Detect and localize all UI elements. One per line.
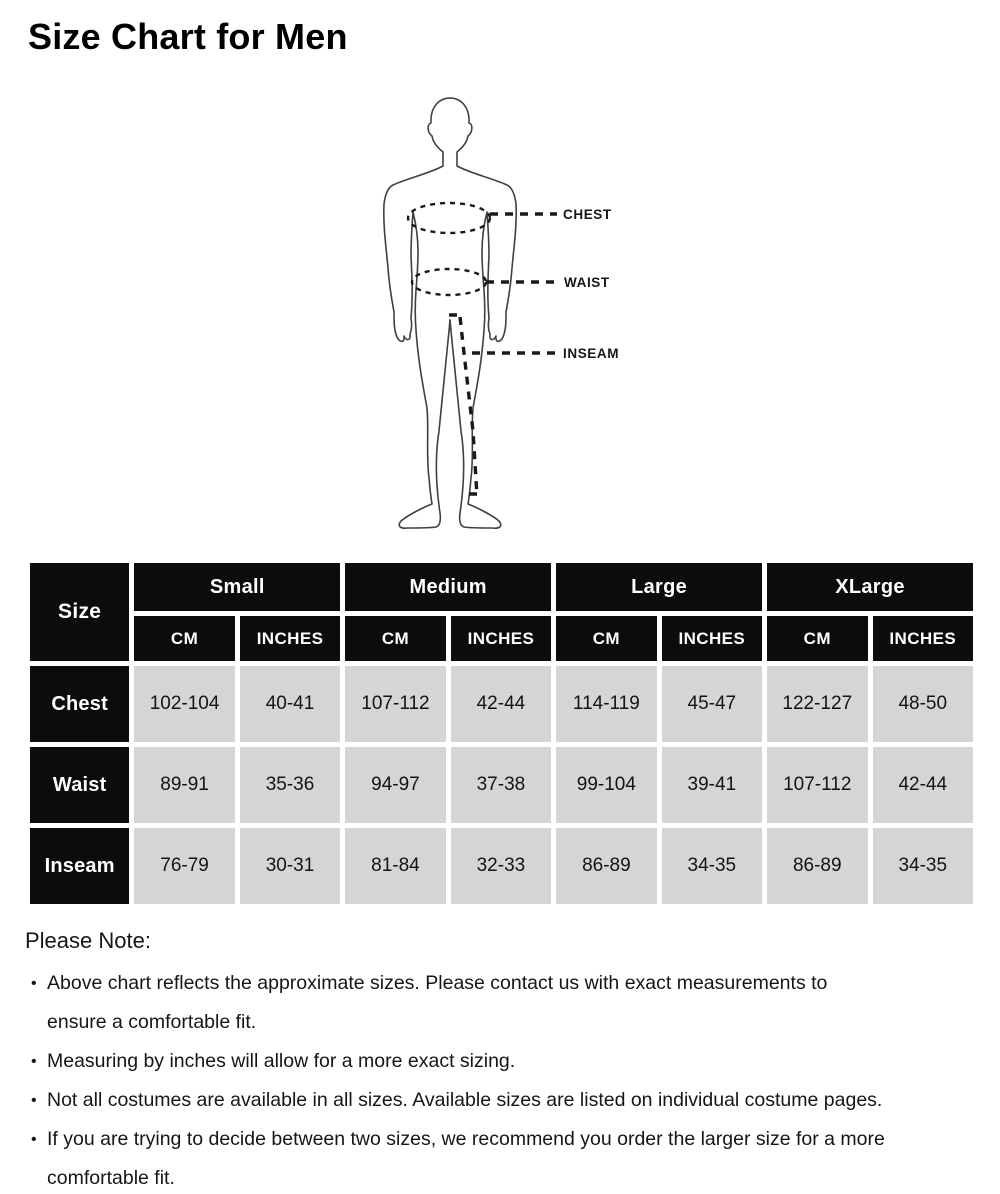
row-label-inseam: Inseam bbox=[30, 828, 129, 904]
inseam-measure-line bbox=[449, 315, 481, 496]
cell-chest-xlarge-cm: 122-127 bbox=[767, 666, 867, 742]
cell-waist-xlarge-cm: 107-112 bbox=[767, 747, 867, 823]
cell-chest-medium-cm: 107-112 bbox=[345, 666, 445, 742]
body-outline-mirror bbox=[384, 98, 450, 528]
cell-inseam-xlarge-inches: 34-35 bbox=[873, 828, 974, 904]
cell-inseam-large-inches: 34-35 bbox=[662, 828, 762, 904]
waist-label: WAIST bbox=[564, 275, 610, 290]
unit-header-inches: INCHES bbox=[240, 616, 340, 661]
group-header-medium: Medium bbox=[345, 563, 551, 611]
cell-chest-large-inches: 45-47 bbox=[662, 666, 762, 742]
group-header-xlarge: XLarge bbox=[767, 563, 973, 611]
unit-header-inches: INCHES bbox=[451, 616, 551, 661]
page-title: Size Chart for Men bbox=[28, 16, 348, 57]
note-item bbox=[25, 1120, 975, 1194]
size-table bbox=[25, 558, 978, 909]
table-unit-header-row bbox=[30, 616, 973, 661]
chest-label: CHEST bbox=[563, 207, 612, 222]
chest-measure-ellipse bbox=[408, 203, 490, 233]
note-line: comfortable fit. bbox=[47, 1167, 175, 1189]
note-item bbox=[25, 1081, 975, 1120]
cell-waist-small-inches: 35-36 bbox=[240, 747, 340, 823]
table-row-waist bbox=[30, 747, 973, 823]
cell-waist-large-inches: 39-41 bbox=[662, 747, 762, 823]
cell-waist-small-cm: 89-91 bbox=[134, 747, 234, 823]
note-line: • If you are trying to decide between two sizes, we recommend you order the larger size for a more bbox=[47, 1128, 885, 1150]
unit-header-inches: INCHES bbox=[662, 616, 762, 661]
unit-header-inches: INCHES bbox=[873, 616, 974, 661]
cell-waist-medium-cm: 94-97 bbox=[345, 747, 445, 823]
cell-chest-small-inches: 40-41 bbox=[240, 666, 340, 742]
note-item bbox=[25, 964, 975, 1042]
cell-chest-small-cm: 102-104 bbox=[134, 666, 234, 742]
cell-inseam-small-cm: 76-79 bbox=[134, 828, 234, 904]
waist-measure-ellipse bbox=[412, 269, 486, 295]
cell-inseam-medium-inches: 32-33 bbox=[451, 828, 551, 904]
cell-chest-medium-inches: 42-44 bbox=[451, 666, 551, 742]
cell-inseam-medium-cm: 81-84 bbox=[345, 828, 445, 904]
cell-inseam-xlarge-cm: 86-89 bbox=[767, 828, 867, 904]
unit-header-cm: CM bbox=[767, 616, 867, 661]
notes-heading: Please Note: bbox=[25, 928, 151, 953]
cell-chest-large-cm: 114-119 bbox=[556, 666, 656, 742]
note-line: • Not all costumes are available in all sizes. Available sizes are listed on individual costume pages. bbox=[47, 1089, 883, 1111]
row-label-waist: Waist bbox=[30, 747, 129, 823]
table-row-inseam bbox=[30, 828, 973, 904]
note-line: ensure a comfortable fit. bbox=[47, 1011, 257, 1033]
note-list bbox=[25, 964, 975, 1194]
size-table-section bbox=[25, 558, 978, 909]
cell-waist-large-cm: 99-104 bbox=[556, 747, 656, 823]
table-row-chest bbox=[30, 666, 973, 742]
notes-section bbox=[25, 927, 975, 1194]
cell-chest-xlarge-inches: 48-50 bbox=[873, 666, 974, 742]
group-header-small: Small bbox=[134, 563, 340, 611]
body-measurement-diagram bbox=[360, 86, 650, 546]
note-line: • Above chart reflects the approximate sizes. Please contact us with exact measurements to bbox=[47, 972, 828, 994]
group-header-large: Large bbox=[556, 563, 762, 611]
unit-header-cm: CM bbox=[556, 616, 656, 661]
size-corner-header: Size bbox=[30, 563, 129, 661]
cell-waist-medium-inches: 37-38 bbox=[451, 747, 551, 823]
table-group-header-row bbox=[30, 563, 973, 611]
cell-waist-xlarge-inches: 42-44 bbox=[873, 747, 974, 823]
note-item bbox=[25, 1042, 975, 1081]
row-label-chest: Chest bbox=[30, 666, 129, 742]
cell-inseam-small-inches: 30-31 bbox=[240, 828, 340, 904]
cell-inseam-large-cm: 86-89 bbox=[556, 828, 656, 904]
inseam-label: INSEAM bbox=[563, 346, 620, 361]
unit-header-cm: CM bbox=[134, 616, 234, 661]
body-outline bbox=[450, 98, 516, 528]
unit-header-cm: CM bbox=[345, 616, 445, 661]
note-line: • Measuring by inches will allow for a more exact sizing. bbox=[47, 1050, 516, 1072]
